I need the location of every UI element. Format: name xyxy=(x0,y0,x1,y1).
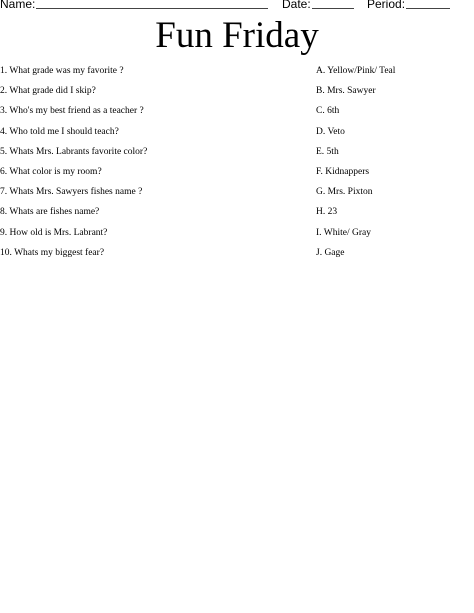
answer-item: G. Mrs. Pixton xyxy=(316,187,373,198)
answer-item: F. Kidnappers xyxy=(316,166,370,177)
answer-item: H. 23 xyxy=(316,207,338,218)
question-item: 7. Whats Mrs. Sawyers fishes name ? xyxy=(0,187,143,198)
date-blank-line xyxy=(312,8,354,9)
answer-item: C. 6th xyxy=(316,106,340,117)
question-item: 2. What grade did I skip? xyxy=(0,86,96,97)
question-item: 6. What color is my room? xyxy=(0,166,102,177)
date-label: Date: xyxy=(282,0,311,11)
question-item: 5. Whats Mrs. Labrants favorite color? xyxy=(0,146,148,157)
answer-item: E. 5th xyxy=(316,146,339,157)
question-item: 3. Who's my best friend as a teacher ? xyxy=(0,106,144,117)
name-label: Name: xyxy=(0,0,36,11)
question-item: 9. How old is Mrs. Labrant? xyxy=(0,227,108,238)
worksheet-header xyxy=(0,0,474,13)
answer-item: D. Veto xyxy=(316,126,345,137)
question-item: 10. Whats my biggest fear? xyxy=(0,247,105,258)
name-blank-line xyxy=(36,8,268,9)
answer-item: B. Mrs. Sawyer xyxy=(316,86,376,97)
answer-item: J. Gage xyxy=(316,247,345,258)
question-item: 1. What grade was my favorite ? xyxy=(0,66,124,76)
page-title: Fun Friday xyxy=(155,15,319,56)
question-item: 4. Who told me I should teach? xyxy=(0,126,119,137)
answer-list xyxy=(316,64,466,266)
answer-item: A. Yellow/Pink/ Teal xyxy=(316,66,396,76)
period-label: Period: xyxy=(367,0,406,11)
period-blank-line xyxy=(406,8,450,9)
answer-item: I. White/ Gray xyxy=(316,227,371,238)
question-item: 8. Whats are fishes name? xyxy=(0,207,100,218)
question-list xyxy=(0,64,300,266)
